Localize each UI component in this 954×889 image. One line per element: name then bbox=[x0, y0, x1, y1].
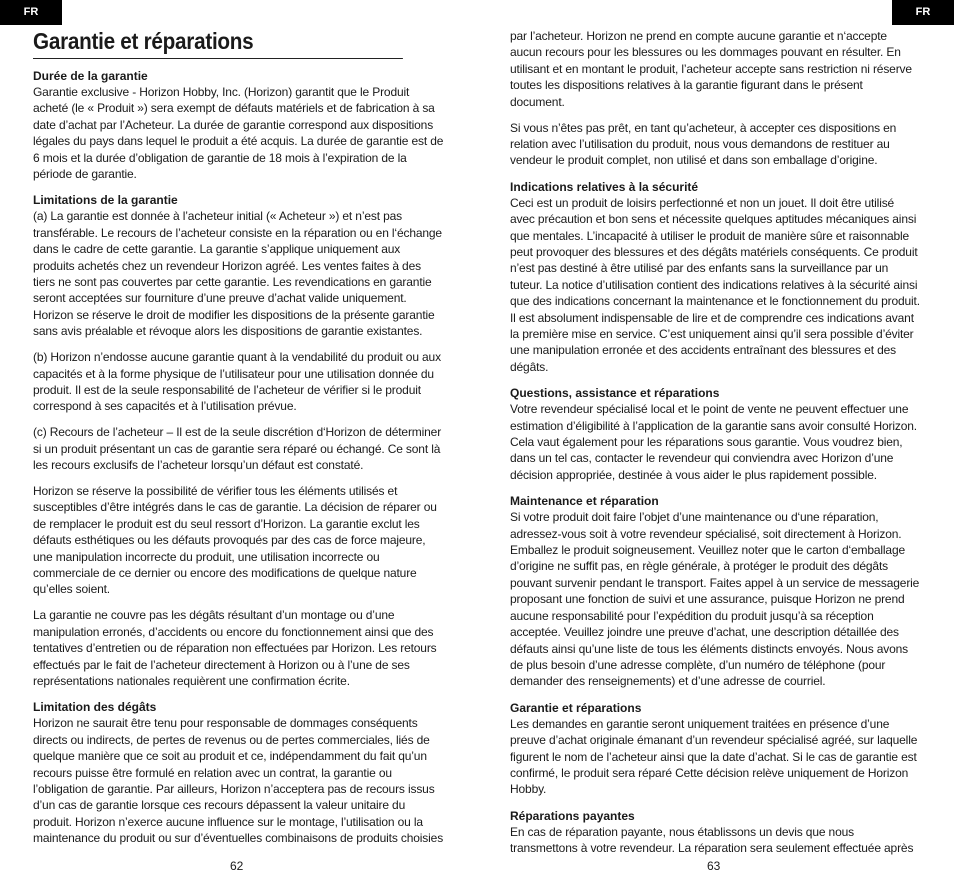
section bbox=[510, 385, 920, 483]
page-title: Garantie et réparations bbox=[33, 28, 403, 59]
section-heading: Limitation des dégâts bbox=[33, 700, 157, 715]
section-paragraph: Si votre produit doit faire l’objet d’une maintenance ou d‘une réparation, adressez-vous soit à votre revendeur spécialisé, soit directement à Horizon. Emballez le produit soigneusement. Veuillez noter que le carton d‘emballage d’origine ne suffit pas, en règle générale, à protéger le produit des dégâts pouvant survenir pendant le transport. Faites appel à un service de messagerie proposant une fonction de suivi et une assurance, puisque Horizon ne prend aucune responsabilité pour l’expédition du produit jusqu’à sa réception acceptée. Veuillez joindre une preuve d’achat, une description détaillée des défauts ainsi qu’une liste de tous les éléments distincts envoyés. Nous avons de plus besoin d’une adresse complète, d’un numéro de téléphone (pour demander des renseignements) et d’une adresse de courriel. bbox=[510, 510, 920, 689]
section-paragraph: Si vous n’êtes pas prêt, en tant qu’acheteur, à accepter ces dispositions en relation avec l’utilisation du produit, nous vous demandons de restituer au vendeur le produit complet, non utilisé et dans son emballage d’origine. bbox=[510, 120, 897, 168]
section-paragraph: Les demandes en garantie seront uniquement traitées en présence d’une preuve d’achat originale émanant d’un revendeur spécialisé agréé, sur laquelle figurent le nom de l’acheteur ainsi que la date d’achat. Si le cas de garantie est confirmé, le produit sera réparé Cette décision relève uniquement de Horizon Hobby. bbox=[510, 716, 918, 797]
right-column bbox=[510, 28, 920, 857]
section-paragraph: (c) Recours de l’acheteur – Il est de la seule discrétion d‘Horizon de déterminer si un produit présentant un cas de garantie sera réparé ou échangé. Ce sont là les recours exclusifs de l’acheteur lorsqu’un défaut est constaté. bbox=[33, 425, 442, 473]
section-paragraph: Ceci est un produit de loisirs perfectionné et non un jouet. Il doit être utilisé avec précaution et bon sens et nécessite quelques aptitudes mécaniques ainsi que mentales. L’incapacité à utiliser le produit de manière sûre et raisonnable peut provoquer des blessures et des dégâts matériels conséquents. Ce produit n’est pas destiné à être utilisé par des enfants sans la surveillance par un tuteur. La notice d’utilisation contient des indications relatives à la sécurité ainsi que des indications concernant la maintenance et le fonctionnement du produit. Il est absolument indispensable de lire et de comprendre ces indications avant la première mise en service. C’est uniquement ainsi qu’il sera possible d’éviter une manipulation erronée et des accidents entraînant des blessures et des dégâts. bbox=[510, 195, 920, 374]
section-heading: Maintenance et réparation bbox=[510, 494, 659, 509]
section-paragraph: (b) Horizon n’endosse aucune garantie quant à la vendabilité du produit ou aux capacités et à la forme physique de l’utilisateur pour une utilisation donnée du produit. Il est de la seule responsabilité de l’acheteur de vérifier si le produit correspond à ses capacités et à l’utilisation prévue. bbox=[33, 350, 441, 414]
section bbox=[510, 28, 920, 169]
section-heading: Questions, assistance et réparations bbox=[510, 386, 720, 401]
section-paragraph: Horizon se réserve la possibilité de vérifier tous les éléments utilisés et susceptibles d’être intégrés dans le cas de garantie. La décision de réparer ou de remplacer le produit est du seul ressort d’Horizon. La garantie exclut les défauts esthétiques ou les défauts provoqués par des cas de force majeure, une manipulation incorrecte du produit, une utilisation incorrecte ou commerciale de ce dernier ou encore des modifications de quelque nature qu’elles soient. bbox=[33, 484, 437, 597]
section-heading: Durée de la garantie bbox=[33, 69, 148, 83]
section bbox=[510, 700, 920, 798]
page-number-right: 63 bbox=[707, 859, 721, 873]
left-sections bbox=[33, 68, 444, 847]
section-heading: Garantie et réparations bbox=[510, 700, 642, 715]
section bbox=[510, 493, 920, 689]
left-column bbox=[33, 28, 444, 847]
section bbox=[510, 808, 920, 857]
section-paragraph: (a) La garantie est donnée à l’acheteur initial (« Acheteur ») et n’est pas transférable. Le recours de l’acheteur consiste en la réparation ou en l‘échange dans le cadre de cette garantie. La garantie s’applique uniquement aux produits achetés chez un revendeur Horizon agréé. Les ventes faites à des tiers ne sont pas couvertes par cette garantie. Les revendications en garantie seront acceptées sur fourniture d’une preuve d’achat valide uniquement. Horizon se réserve le droit de modifier les dispositions de la présente garantie sans avis préalable et révoque alors les dispositions de garantie existantes. bbox=[33, 209, 442, 339]
section-paragraph: En cas de réparation payante, nous établissons un devis que nous transmettons à votre revendeur. La réparation sera seulement effectuée après bbox=[510, 824, 914, 856]
section bbox=[33, 192, 444, 689]
section-paragraph: Garantie exclusive - Horizon Hobby, Inc. (Horizon) garantit que le Produit acheté (le « Produit ») sera exempt de défauts matériels et de fabrication à sa date d’achat par l’Acheteur. La durée de garantie correspond aux dispositions légales du pays dans lequel le produit a été acquis. La durée de garantie est de 6 mois et la durée d’obligation de garantie de 18 mois à l’expiration de la période de garantie. bbox=[33, 85, 444, 182]
language-tab-right: FR bbox=[892, 0, 954, 25]
section-heading: Indications relatives à la sécurité bbox=[510, 179, 699, 194]
section-paragraph: Horizon ne saurait être tenu pour responsable de dommages conséquents directs ou indirects, de pertes de revenus ou de pertes commerciales, liés de quelque manière que ce soit au produit et ce, indépendamment du fait qu’un recours puisse être formulé en relation avec un contrat, la garantie ou l’obligation de garantie. Par ailleurs, Horizon n’acceptera pas de recours issus d’un cas de garantie lorsque ces recours dépassent la valeur unitaire du produit. Horizon n’exerce aucune influence sur le montage, l’utilisation ou la maintenance du produit ou sur d’éventuelles combinaisons de produits choisies bbox=[33, 716, 444, 846]
language-tab-left: FR bbox=[0, 0, 62, 25]
section-paragraph: La garantie ne couvre pas les dégâts résultant d’un montage ou d’une manipulation erronés, d’accidents ou encore du fonctionnement ainsi que des tentatives d’entretien ou de réparation non effectuées par Horizon. Les retours effectués par le fait de l’acheteur directement à Horizon ou à l’une de ses représentations nationales requièrent une confirmation écrite. bbox=[33, 608, 437, 688]
section bbox=[33, 699, 444, 846]
right-sections bbox=[510, 28, 920, 857]
page-number-left: 62 bbox=[230, 859, 244, 873]
section bbox=[33, 68, 444, 182]
section bbox=[510, 179, 920, 375]
section-paragraph: par l’acheteur. Horizon ne prend en compte aucune garantie et n‘accepte aucun recours pour les blessures ou les dommages pouvant en résulter. En utilisant et en montant le produit, l’acheteur accepte sans restriction ni réserve toutes les dispositions relatives à la garantie figurant dans le présent document. bbox=[510, 29, 912, 109]
section-paragraph: Votre revendeur spécialisé local et le point de vente ne peuvent effectuer une estimation d’éligibilité à l’application de la garantie sans avoir consulté Horizon. Cela vaut également pour les réparations sous garantie. Vous voudrez bien, dans un tel cas, contacter le revendeur qui conviendra avec Horizon d’une décision appropriée, destinée à vous aider le plus rapidement possible. bbox=[510, 402, 917, 482]
section-heading: Réparations payantes bbox=[510, 808, 635, 823]
section-heading: Limitations de la garantie bbox=[33, 193, 178, 208]
